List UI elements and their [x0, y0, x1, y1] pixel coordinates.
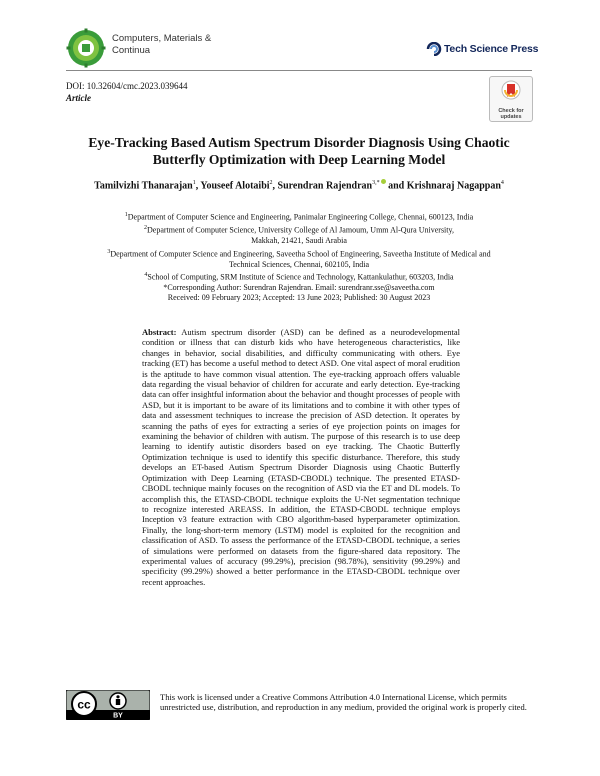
- header-rule: [66, 70, 532, 71]
- corresponding-author-text: *Corresponding Author: Surendran Rajendran. Email: surendranr.sse@saveetha.com: [163, 283, 435, 293]
- author-name[interactable]: Youseef Alotaibi: [200, 180, 270, 192]
- affiliations: [66, 210, 532, 304]
- affiliation-sup: 2: [144, 225, 147, 232]
- corresponding-author: [66, 283, 532, 293]
- author-conjunction: and: [385, 180, 407, 192]
- journal-logo-icon: [66, 28, 106, 68]
- abstract-text: Autism spectrum disorder (ASD) can be defined as a neurodevelopmental condition or illness that can disturb kids who have heterogeneous characteristics, like changes in behavior, social disabilities, and difficulty communicating with others. Eye tracking (ET) has become a useful method to detect ASD. One vital aspect of moral erudition is the aptitude to have common visual attention. The eye-tracking approach offers valuable data regarding the visual behavior of children for accurate and early detection. Eye-tracking data can offer insightful information about the behavior and thought processes of people with ASD, but it is important to be aware of its limitations and to combine it with other types of data and assessment techniques to increase the precision of ASD detection. It operates by scanning the paths of eyes for extracting a series of eye projection points on images for examining the behavior of children with autism. The purpose of this research is to use deep learning to identify autistic disorders based on eye tracking. The Chaotic Butterfly Optimization technique is used to identify this specific disturbance. Therefore, this study develops an ET-based Autism Spectrum Disorder Diagnosis using Chaotic Butterfly Optimization with Deep Learning (ETASD-CBODL) technique. The presented ETASD-CBODL technique mainly focuses on the recognition of ASD via the ET and DL models. To accomplish this, the ETASD-CBODL technique exploits the U-Net segmentation technique to recognize interested AREASS. In addition, the ETASD-CBODL technique employs Inception v3 feature extraction with CBO algorithm-based hyperparameter optimization. Finally, the long-short-term memory (LSTM) model is exploited for the recognition and classification of ASD. To assess the performance of the ETASD-CBODL technique, a series of simulations were performed on datasets from the figure-shared data repository. The experimental values of accuracy (99.29%), precision (98.78%), sensitivity (99.29%) and specificity (99.29%) showed a better performance in the ETASD-CBODL technique over recent approaches.: [142, 327, 461, 587]
- paper-title-line2: Butterfly Optimization with Deep Learning Model: [152, 152, 446, 167]
- author-separator: ,: [195, 180, 201, 192]
- doi[interactable]: DOI: 10.32604/cmc.2023.039644: [66, 81, 188, 91]
- author-separator: ,: [272, 180, 278, 192]
- journal-name-line2: Continua: [112, 45, 151, 56]
- publisher-mark-icon: [426, 42, 442, 56]
- license-text: This work is licensed under a Creative Commons Attribution 4.0 International License, which permits unrestricted use, distribution, and reproduction in any medium, provided the original work is properly cited.: [160, 692, 527, 713]
- affiliation-text: School of Computing, SRM Institute of Science and Technology, Kattankulathur, 603203, India: [147, 272, 454, 282]
- author-affil-sup: 2: [269, 180, 273, 186]
- author-affil-sup: 1: [192, 180, 196, 186]
- publication-dates-text: Received: 09 February 2023; Accepted: 13 June 2023; Published: 30 August 2023: [167, 293, 431, 303]
- affiliation-line: [66, 260, 532, 270]
- affiliation-line: [66, 270, 532, 283]
- author-affil-sup: 4: [500, 180, 504, 186]
- paper-title: [66, 134, 532, 168]
- paper-title-line1: Eye-Tracking Based Autism Spectrum Disorder Diagnosis Using Chaotic: [88, 135, 510, 150]
- publication-dates: [66, 293, 532, 303]
- publisher-logo: [426, 42, 538, 56]
- publisher-name: Tech Science Press: [444, 43, 539, 55]
- author-affil-sup: 3,*: [372, 180, 380, 186]
- article-type: Article: [66, 93, 91, 103]
- affiliation-text: Department of Computer Science and Engineering, Panimalar Engineering College, Chennai, 600123, India: [127, 212, 474, 222]
- cc-by-license-badge[interactable]: [66, 690, 150, 720]
- affiliation-line: [66, 223, 532, 236]
- author-name[interactable]: Tamilvizhi Thanarajan: [94, 180, 193, 192]
- check-updates-line1: Check for: [498, 108, 524, 114]
- affiliation-text: Makkah, 21421, Saudi Arabia: [251, 236, 347, 246]
- affiliation-text: Department of Computer Science, University College of Al Jamoum, Umm Al-Qura University,: [147, 225, 454, 235]
- affiliation-line: [66, 236, 532, 246]
- by-badge-text: BY: [113, 712, 123, 720]
- author-name[interactable]: Surendran Rajendran: [277, 180, 373, 192]
- check-updates-line2: updates: [500, 114, 522, 120]
- journal-name: [112, 33, 211, 57]
- crossmark-icon: [501, 80, 521, 102]
- affiliation-text: Department of Computer Science and Engineering, Saveetha School of Engineering, Saveetha Institute of Medical and: [110, 249, 491, 259]
- check-for-updates-button[interactable]: [489, 76, 533, 122]
- check-updates-label: [490, 108, 532, 120]
- affiliation-sup: 4: [144, 272, 148, 278]
- affiliation-line: [66, 210, 532, 223]
- cc-badge-text: cc: [77, 697, 91, 712]
- abstract-label: Abstract:: [142, 327, 177, 337]
- author-name[interactable]: Krishnaraj Nagappan: [406, 180, 501, 192]
- abstract: [142, 327, 460, 587]
- author-list: [66, 179, 532, 191]
- journal-name-line1: Computers, Materials &: [112, 33, 212, 44]
- affiliation-sup: 3: [107, 248, 111, 255]
- affiliation-text: Technical Sciences, Chennai, 602105, India: [228, 259, 370, 269]
- affiliation-sup: 1: [124, 212, 128, 218]
- affiliation-line: [66, 247, 532, 260]
